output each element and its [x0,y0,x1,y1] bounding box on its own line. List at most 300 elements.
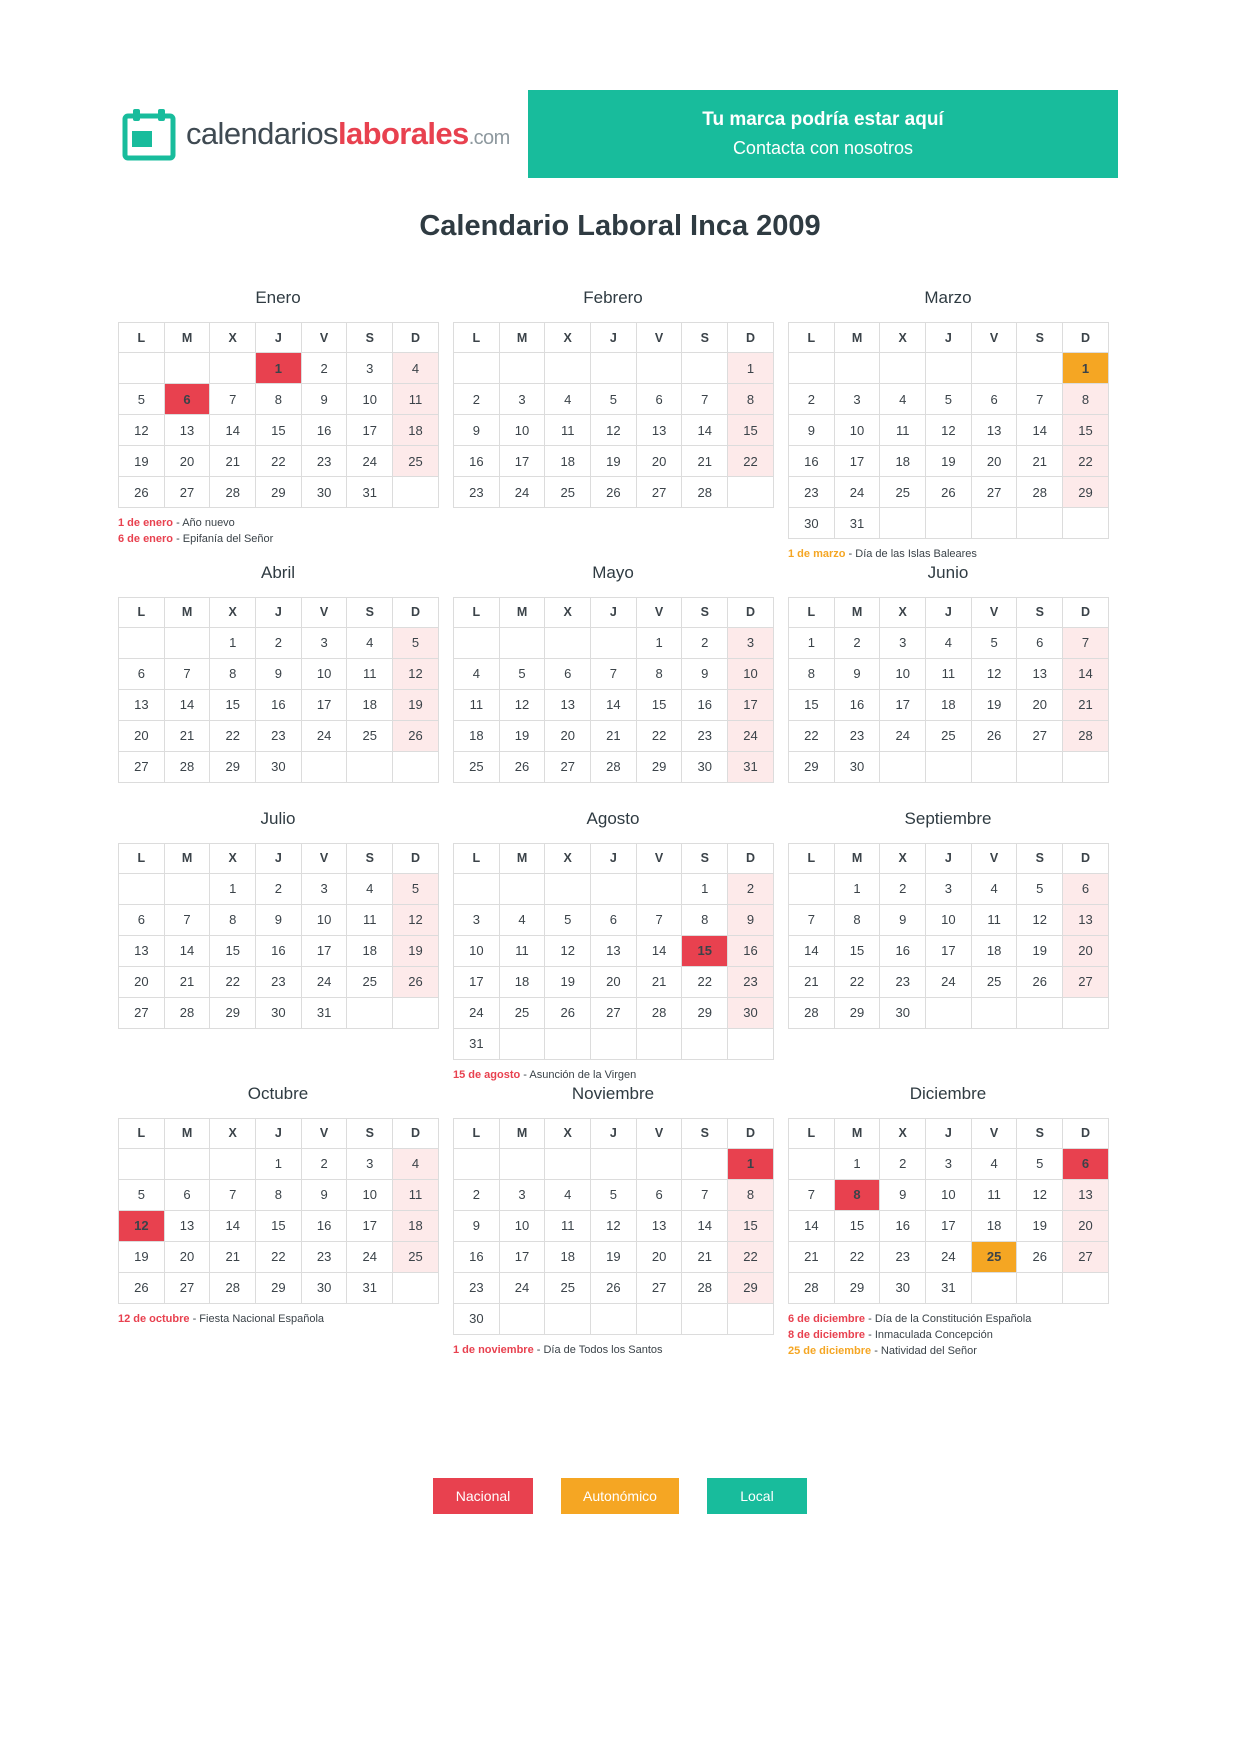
day-cell[interactable]: 5 [499,658,545,689]
day-cell-sunday[interactable]: 22 [728,1241,774,1272]
day-cell[interactable]: 29 [682,997,728,1028]
day-cell[interactable]: 13 [164,415,210,446]
day-cell-sunday[interactable]: 31 [728,751,774,782]
day-cell[interactable]: 30 [682,751,728,782]
day-cell[interactable]: 20 [119,720,165,751]
day-cell[interactable]: 25 [880,477,926,508]
day-cell[interactable]: 28 [210,477,256,508]
day-cell[interactable]: 29 [834,1272,880,1303]
day-cell[interactable]: 9 [880,1179,926,1210]
day-cell[interactable]: 19 [119,1241,165,1272]
day-cell-sunday[interactable]: 4 [393,1148,439,1179]
day-cell[interactable]: 19 [591,1241,637,1272]
day-cell-sunday[interactable]: 12 [393,904,439,935]
day-cell[interactable]: 25 [971,966,1017,997]
day-cell[interactable]: 15 [636,689,682,720]
day-cell-sunday[interactable]: 29 [1063,477,1109,508]
day-cell-sunday[interactable]: 15 [728,1210,774,1241]
day-cell[interactable]: 28 [682,1272,728,1303]
day-cell[interactable]: 5 [119,384,165,415]
day-cell-sunday[interactable]: 9 [728,904,774,935]
day-cell-sunday[interactable]: 14 [1063,658,1109,689]
day-cell[interactable]: 29 [256,477,302,508]
day-cell[interactable]: 14 [789,1210,835,1241]
day-cell[interactable]: 17 [347,1210,393,1241]
day-cell[interactable]: 14 [591,689,637,720]
day-cell[interactable]: 5 [119,1179,165,1210]
day-cell[interactable]: 15 [210,689,256,720]
day-cell[interactable]: 1 [256,1148,302,1179]
day-cell[interactable]: 10 [880,658,926,689]
day-cell[interactable]: 11 [545,415,591,446]
day-cell[interactable]: 4 [880,384,926,415]
day-cell[interactable]: 29 [789,751,835,782]
day-cell[interactable]: 3 [347,1148,393,1179]
day-cell[interactable]: 5 [926,384,972,415]
day-cell[interactable]: 19 [1017,935,1063,966]
day-cell[interactable]: 18 [499,966,545,997]
day-cell[interactable]: 11 [545,1210,591,1241]
day-cell[interactable]: 4 [545,384,591,415]
day-cell[interactable]: 18 [347,935,393,966]
day-cell-sunday[interactable]: 20 [1063,935,1109,966]
day-cell[interactable]: 24 [880,720,926,751]
day-cell[interactable]: 16 [301,1210,347,1241]
day-cell[interactable]: 30 [789,508,835,539]
day-cell[interactable]: 16 [789,446,835,477]
day-cell[interactable]: 29 [834,997,880,1028]
day-cell[interactable]: 13 [636,415,682,446]
day-cell[interactable]: 21 [636,966,682,997]
day-cell[interactable]: 22 [789,720,835,751]
day-cell[interactable]: 20 [119,966,165,997]
day-cell[interactable]: 7 [682,1179,728,1210]
day-cell[interactable]: 13 [119,935,165,966]
day-cell-sunday[interactable]: 8 [728,384,774,415]
day-cell[interactable]: 5 [591,384,637,415]
day-cell[interactable]: 20 [591,966,637,997]
day-cell[interactable]: 25 [499,997,545,1028]
day-cell[interactable]: 23 [256,720,302,751]
day-cell[interactable]: 8 [636,658,682,689]
day-cell[interactable]: 17 [926,1210,972,1241]
day-cell[interactable]: 13 [1017,658,1063,689]
day-cell[interactable]: 26 [545,997,591,1028]
day-cell[interactable]: 31 [301,997,347,1028]
day-cell-holiday[interactable]: 1 [256,353,302,384]
day-cell-holiday[interactable]: 6 [164,384,210,415]
day-cell[interactable]: 12 [119,415,165,446]
day-cell[interactable]: 11 [499,935,545,966]
day-cell[interactable]: 17 [834,446,880,477]
day-cell[interactable]: 13 [119,689,165,720]
day-cell[interactable]: 24 [499,477,545,508]
day-cell[interactable]: 15 [834,1210,880,1241]
day-cell[interactable]: 30 [256,751,302,782]
day-cell-sunday[interactable]: 16 [728,935,774,966]
day-cell[interactable]: 4 [347,627,393,658]
day-cell-sunday[interactable]: 15 [728,415,774,446]
day-cell-sunday[interactable]: 20 [1063,1210,1109,1241]
day-cell[interactable]: 25 [926,720,972,751]
day-cell[interactable]: 24 [347,1241,393,1272]
day-cell[interactable]: 4 [499,904,545,935]
day-cell[interactable]: 14 [636,935,682,966]
day-cell[interactable]: 25 [347,720,393,751]
day-cell-sunday[interactable]: 19 [393,689,439,720]
day-cell[interactable]: 13 [591,935,637,966]
day-cell[interactable]: 2 [880,873,926,904]
day-cell[interactable]: 7 [210,384,256,415]
day-cell[interactable]: 22 [636,720,682,751]
day-cell[interactable]: 1 [834,873,880,904]
day-cell[interactable]: 6 [545,658,591,689]
day-cell[interactable]: 17 [926,935,972,966]
day-cell-sunday[interactable]: 10 [728,658,774,689]
day-cell[interactable]: 17 [499,1241,545,1272]
day-cell[interactable]: 14 [1017,415,1063,446]
day-cell[interactable]: 17 [880,689,926,720]
day-cell[interactable]: 22 [256,1241,302,1272]
day-cell[interactable]: 20 [164,1241,210,1272]
day-cell[interactable]: 9 [789,415,835,446]
day-cell[interactable]: 28 [1017,477,1063,508]
day-cell[interactable]: 10 [926,1179,972,1210]
day-cell[interactable]: 18 [347,689,393,720]
day-cell[interactable]: 10 [499,1210,545,1241]
day-cell[interactable]: 2 [256,873,302,904]
day-cell[interactable]: 18 [454,720,500,751]
day-cell[interactable]: 16 [256,689,302,720]
day-cell[interactable]: 6 [591,904,637,935]
day-cell-holiday[interactable]: 6 [1063,1148,1109,1179]
day-cell[interactable]: 7 [636,904,682,935]
day-cell[interactable]: 1 [210,627,256,658]
day-cell[interactable]: 12 [1017,1179,1063,1210]
day-cell[interactable]: 28 [164,751,210,782]
day-cell[interactable]: 21 [164,720,210,751]
day-cell[interactable]: 20 [545,720,591,751]
day-cell-sunday[interactable]: 26 [393,720,439,751]
day-cell[interactable]: 27 [971,477,1017,508]
day-cell[interactable]: 16 [834,689,880,720]
day-cell[interactable]: 23 [454,477,500,508]
day-cell[interactable]: 29 [636,751,682,782]
day-cell[interactable]: 20 [636,446,682,477]
day-cell[interactable]: 2 [301,353,347,384]
day-cell[interactable]: 30 [880,1272,926,1303]
day-cell[interactable]: 30 [834,751,880,782]
day-cell[interactable]: 30 [256,997,302,1028]
day-cell[interactable]: 11 [454,689,500,720]
day-cell-sunday[interactable]: 5 [393,873,439,904]
day-cell[interactable]: 23 [880,1241,926,1272]
day-cell[interactable]: 26 [499,751,545,782]
day-cell[interactable]: 17 [454,966,500,997]
day-cell[interactable]: 31 [347,1272,393,1303]
day-cell[interactable]: 22 [834,966,880,997]
day-cell[interactable]: 9 [301,384,347,415]
day-cell[interactable]: 12 [499,689,545,720]
day-cell[interactable]: 7 [789,1179,835,1210]
day-cell[interactable]: 11 [880,415,926,446]
day-cell[interactable]: 23 [682,720,728,751]
day-cell[interactable]: 1 [636,627,682,658]
day-cell[interactable]: 14 [164,689,210,720]
day-cell[interactable]: 9 [256,904,302,935]
day-cell[interactable]: 2 [834,627,880,658]
day-cell[interactable]: 1 [834,1148,880,1179]
day-cell[interactable]: 31 [454,1028,500,1059]
day-cell-sunday[interactable]: 6 [1063,873,1109,904]
day-cell[interactable]: 24 [834,477,880,508]
day-cell[interactable]: 21 [682,446,728,477]
day-cell[interactable]: 7 [591,658,637,689]
day-cell-sunday[interactable]: 5 [393,627,439,658]
day-cell-sunday[interactable]: 13 [1063,1179,1109,1210]
day-cell[interactable]: 22 [682,966,728,997]
day-cell[interactable]: 2 [454,384,500,415]
day-cell-sunday[interactable]: 25 [393,446,439,477]
day-cell-sunday[interactable]: 7 [1063,627,1109,658]
day-cell[interactable]: 21 [789,1241,835,1272]
day-cell[interactable]: 14 [210,1210,256,1241]
day-cell-sunday[interactable]: 8 [1063,384,1109,415]
day-cell[interactable]: 14 [164,935,210,966]
day-cell[interactable]: 10 [301,658,347,689]
day-cell[interactable]: 26 [591,477,637,508]
day-cell[interactable]: 5 [971,627,1017,658]
day-cell[interactable]: 1 [210,873,256,904]
day-cell[interactable]: 7 [1017,384,1063,415]
day-cell-holiday[interactable]: 1 [728,1148,774,1179]
day-cell[interactable]: 14 [210,415,256,446]
day-cell[interactable]: 19 [591,446,637,477]
day-cell[interactable]: 26 [119,1272,165,1303]
day-cell[interactable]: 2 [682,627,728,658]
day-cell[interactable]: 25 [347,966,393,997]
day-cell[interactable]: 2 [256,627,302,658]
day-cell[interactable]: 3 [499,384,545,415]
day-cell[interactable]: 23 [834,720,880,751]
ad-banner[interactable] [528,90,1118,178]
day-cell[interactable]: 14 [789,935,835,966]
day-cell[interactable]: 3 [301,873,347,904]
day-cell[interactable]: 23 [454,1272,500,1303]
day-cell[interactable]: 24 [301,720,347,751]
day-cell[interactable]: 3 [301,627,347,658]
day-cell[interactable]: 15 [256,415,302,446]
day-cell[interactable]: 30 [880,997,926,1028]
day-cell[interactable]: 9 [454,1210,500,1241]
day-cell[interactable]: 18 [545,1241,591,1272]
day-cell[interactable]: 25 [545,477,591,508]
day-cell[interactable]: 15 [834,935,880,966]
day-cell[interactable]: 1 [682,873,728,904]
day-cell[interactable]: 3 [834,384,880,415]
day-cell[interactable]: 22 [834,1241,880,1272]
day-cell[interactable]: 3 [499,1179,545,1210]
day-cell[interactable]: 31 [347,477,393,508]
day-cell-sunday[interactable]: 4 [393,353,439,384]
day-cell-sunday[interactable]: 28 [1063,720,1109,751]
day-cell[interactable]: 9 [256,658,302,689]
day-cell[interactable]: 10 [454,935,500,966]
day-cell[interactable]: 30 [301,477,347,508]
day-cell[interactable]: 28 [789,997,835,1028]
day-cell[interactable]: 24 [347,446,393,477]
day-cell[interactable]: 13 [971,415,1017,446]
day-cell[interactable]: 27 [636,1272,682,1303]
day-cell[interactable]: 6 [636,384,682,415]
day-cell[interactable]: 26 [971,720,1017,751]
day-cell[interactable]: 12 [545,935,591,966]
day-cell[interactable]: 29 [256,1272,302,1303]
day-cell[interactable]: 12 [926,415,972,446]
day-cell[interactable]: 26 [926,477,972,508]
day-cell[interactable]: 22 [256,446,302,477]
day-cell[interactable]: 18 [545,446,591,477]
day-cell[interactable]: 22 [210,966,256,997]
day-cell[interactable]: 2 [301,1148,347,1179]
day-cell[interactable]: 7 [164,658,210,689]
day-cell[interactable]: 4 [347,873,393,904]
day-cell[interactable]: 27 [119,751,165,782]
day-cell[interactable]: 3 [926,1148,972,1179]
day-cell[interactable]: 18 [926,689,972,720]
day-cell[interactable]: 2 [454,1179,500,1210]
day-cell-sunday[interactable]: 23 [728,966,774,997]
day-cell[interactable]: 4 [971,1148,1017,1179]
day-cell[interactable]: 8 [210,658,256,689]
day-cell[interactable]: 2 [789,384,835,415]
day-cell[interactable]: 11 [971,904,1017,935]
day-cell[interactable]: 12 [971,658,1017,689]
day-cell-holiday[interactable]: 12 [119,1210,165,1241]
day-cell[interactable]: 25 [454,751,500,782]
day-cell[interactable]: 9 [682,658,728,689]
day-cell[interactable]: 24 [926,966,972,997]
day-cell[interactable]: 19 [119,446,165,477]
day-cell[interactable]: 26 [1017,966,1063,997]
day-cell[interactable]: 1 [789,627,835,658]
day-cell[interactable]: 23 [789,477,835,508]
day-cell[interactable]: 5 [1017,1148,1063,1179]
day-cell[interactable]: 31 [834,508,880,539]
day-cell[interactable]: 3 [347,353,393,384]
day-cell-holiday[interactable]: 25 [971,1241,1017,1272]
day-cell[interactable]: 18 [971,935,1017,966]
day-cell-sunday[interactable]: 2 [728,873,774,904]
day-cell[interactable]: 19 [499,720,545,751]
day-cell-sunday[interactable]: 29 [728,1272,774,1303]
day-cell[interactable]: 7 [210,1179,256,1210]
day-cell[interactable]: 6 [636,1179,682,1210]
day-cell-sunday[interactable]: 24 [728,720,774,751]
day-cell-sunday[interactable]: 8 [728,1179,774,1210]
day-cell[interactable]: 5 [545,904,591,935]
day-cell-sunday[interactable]: 15 [1063,415,1109,446]
day-cell-sunday[interactable]: 26 [393,966,439,997]
day-cell[interactable]: 4 [454,658,500,689]
day-cell[interactable]: 23 [256,966,302,997]
day-cell[interactable]: 20 [636,1241,682,1272]
day-cell[interactable]: 5 [1017,873,1063,904]
day-cell[interactable]: 11 [971,1179,1017,1210]
day-cell[interactable]: 23 [301,446,347,477]
day-cell[interactable]: 3 [880,627,926,658]
day-cell[interactable]: 27 [591,997,637,1028]
day-cell[interactable]: 17 [499,446,545,477]
day-cell[interactable]: 7 [164,904,210,935]
day-cell[interactable]: 13 [545,689,591,720]
day-cell[interactable]: 21 [210,1241,256,1272]
day-cell-sunday[interactable]: 22 [1063,446,1109,477]
day-cell[interactable]: 17 [347,415,393,446]
day-cell[interactable]: 9 [834,658,880,689]
day-cell[interactable]: 21 [164,966,210,997]
day-cell[interactable]: 17 [301,935,347,966]
day-cell[interactable]: 28 [591,751,637,782]
site-logo[interactable] [118,90,528,178]
day-cell[interactable]: 14 [682,1210,728,1241]
day-cell-holiday[interactable]: 8 [834,1179,880,1210]
day-cell[interactable]: 21 [789,966,835,997]
day-cell[interactable]: 8 [256,1179,302,1210]
day-cell[interactable]: 4 [926,627,972,658]
day-cell[interactable]: 21 [682,1241,728,1272]
day-cell[interactable]: 6 [1017,627,1063,658]
day-cell[interactable]: 23 [880,966,926,997]
day-cell[interactable]: 7 [789,904,835,935]
day-cell-sunday[interactable]: 1 [728,353,774,384]
day-cell[interactable]: 6 [971,384,1017,415]
day-cell[interactable]: 25 [545,1272,591,1303]
day-cell[interactable]: 18 [971,1210,1017,1241]
day-cell[interactable]: 16 [880,935,926,966]
day-cell[interactable]: 13 [164,1210,210,1241]
day-cell[interactable]: 19 [971,689,1017,720]
day-cell[interactable]: 24 [454,997,500,1028]
day-cell[interactable]: 26 [591,1272,637,1303]
day-cell-holiday[interactable]: 15 [682,935,728,966]
day-cell-sunday[interactable]: 17 [728,689,774,720]
day-cell[interactable]: 23 [301,1241,347,1272]
day-cell-sunday[interactable]: 18 [393,415,439,446]
day-cell[interactable]: 28 [789,1272,835,1303]
day-cell[interactable]: 8 [682,904,728,935]
day-cell[interactable]: 15 [210,935,256,966]
day-cell[interactable]: 12 [591,1210,637,1241]
day-cell-sunday[interactable]: 25 [393,1241,439,1272]
day-cell[interactable]: 14 [682,415,728,446]
day-cell[interactable]: 29 [210,997,256,1028]
day-cell[interactable]: 28 [210,1272,256,1303]
day-cell[interactable]: 17 [301,689,347,720]
day-cell[interactable]: 12 [1017,904,1063,935]
day-cell[interactable]: 15 [789,689,835,720]
day-cell[interactable]: 19 [1017,1210,1063,1241]
day-cell-sunday[interactable]: 30 [728,997,774,1028]
day-cell[interactable]: 21 [591,720,637,751]
day-cell[interactable]: 6 [164,1179,210,1210]
day-cell[interactable]: 11 [347,904,393,935]
day-cell[interactable]: 10 [301,904,347,935]
day-cell-sunday[interactable]: 19 [393,935,439,966]
day-cell[interactable]: 19 [926,446,972,477]
day-cell[interactable]: 16 [454,1241,500,1272]
day-cell[interactable]: 31 [926,1272,972,1303]
